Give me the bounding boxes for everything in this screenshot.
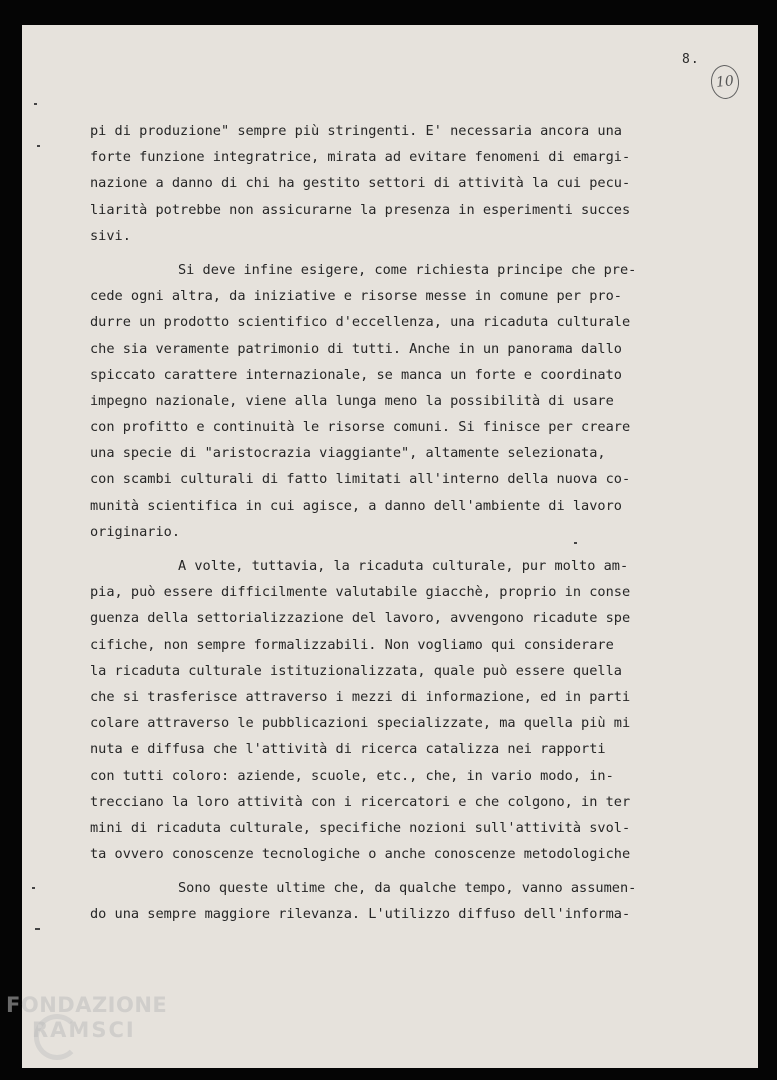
text-line: colare attraverso le pubblicazioni specializzate, ma quella più mi xyxy=(90,715,631,732)
margin-mark xyxy=(34,103,37,105)
text-line: con scambi culturali di fatto limitati all'interno della nuova co- xyxy=(90,471,631,488)
margin-mark xyxy=(37,145,40,147)
text-line: nazione a danno di chi ha gestito settori di attività la cui pecu- xyxy=(90,175,631,192)
text-line: trecciano la loro attività con i ricercatori e che colgono, in ter xyxy=(90,793,631,810)
margin-mark xyxy=(32,887,35,889)
text-line: che sia veramente patrimonio di tutti. Anche in un panorama dallo xyxy=(90,340,622,357)
body-text xyxy=(90,118,730,928)
watermark-g-logo xyxy=(34,1014,80,1060)
watermark-line-1: FONDAZIONE xyxy=(6,993,168,1017)
text-line: cede ogni altra, da iniziative e risorse messe in comune per pro- xyxy=(90,288,622,305)
text-line: cifiche, non sempre formalizzabili. Non vogliamo qui considerare xyxy=(90,636,614,653)
text-line: con tutti coloro: aziende, scuole, etc., che, in vario modo, in- xyxy=(90,767,614,784)
paragraph-gap xyxy=(90,545,730,553)
paragraph xyxy=(90,875,730,927)
text-line: originario. xyxy=(90,523,181,540)
text-line: nuta e diffusa che l'attività di ricerca catalizza nei rapporti xyxy=(90,741,606,758)
text-line: guenza della settorializzazione del lavoro, avvengono ricadute spe xyxy=(90,610,631,627)
text-line: forte funzione integratrice, mirata ad evitare fenomeni di emargi- xyxy=(90,149,631,166)
text-line: che si trasferisce attraverso i mezzi di informazione, ed in parti xyxy=(90,688,631,705)
paragraph xyxy=(90,118,730,249)
text-line: impegno nazionale, viene alla lunga meno la possibilità di usare xyxy=(90,392,614,409)
paragraph xyxy=(90,553,730,867)
text-line: con profitto e continuità le risorse comuni. Si finisce per creare xyxy=(90,419,631,436)
paragraph-gap xyxy=(90,867,730,875)
text-line: durre un prodotto scientifico d'eccellenza, una ricaduta culturale xyxy=(90,314,631,331)
text-line: Si deve infine esigere, come richiesta principe che pre- xyxy=(178,261,637,278)
circled-page-annotation: 10 xyxy=(709,64,740,101)
typewritten-page xyxy=(22,25,758,1068)
text-line: Sono queste ultime che, da qualche tempo, vanno assumen- xyxy=(178,880,637,897)
text-line: ta ovvero conoscenze tecnologiche o anche conoscenze metodologiche xyxy=(90,846,631,863)
text-line: la ricaduta culturale istituzionalizzata, quale può essere quella xyxy=(90,662,622,679)
text-line: pi di produzione" sempre più stringenti. E' necessaria ancora una xyxy=(90,123,622,139)
paragraph xyxy=(90,257,730,545)
text-line: spiccato carattere internazionale, se manca un forte e coordinato xyxy=(90,366,622,383)
text-line: do una sempre maggiore rilevanza. L'utilizzo diffuso dell'informa- xyxy=(90,906,631,923)
text-line: mini di ricaduta culturale, specifiche nozioni sull'attività svol- xyxy=(90,819,631,836)
text-line: A volte, tuttavia, la ricaduta culturale, pur molto am- xyxy=(178,558,629,574)
fondazione-gramsci-watermark xyxy=(6,995,167,1041)
watermark-line-2 xyxy=(6,1020,167,1041)
text-line: una specie di "aristocrazia viaggiante", altamente selezionata, xyxy=(90,445,606,462)
text-line: liarità potrebbe non assicurarne la presenza in esperimenti succes xyxy=(90,201,631,218)
page-number: 8. xyxy=(682,52,700,67)
text-line: sivi. xyxy=(90,227,131,244)
text-line: munità scientifica in cui agisce, a danno dell'ambiente di lavoro xyxy=(90,497,622,514)
text-line: pia, può essere difficilmente valutabile giacchè, proprio in conse xyxy=(90,584,631,601)
paragraph-gap xyxy=(90,249,730,257)
margin-mark xyxy=(35,928,40,930)
watermark-line-2-text: RAMSCI xyxy=(32,1018,136,1042)
